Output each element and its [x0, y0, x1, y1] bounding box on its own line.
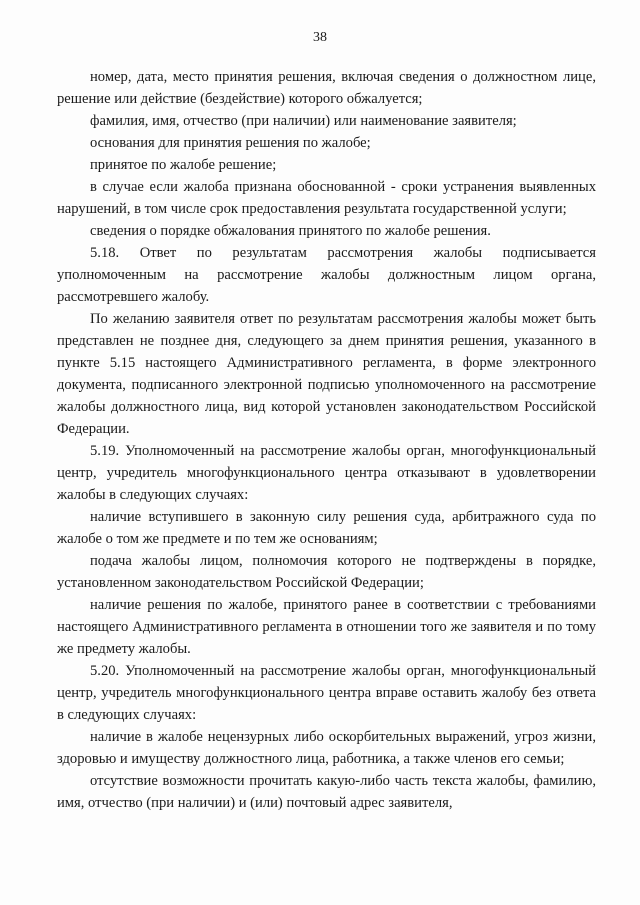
- paragraph: наличие в жалобе нецензурных либо оскорбительных выражений, угроз жизни, здоровью и имуществу должностного лица, работника, а также членов его семьи;: [57, 729, 596, 767]
- page-number: 38: [313, 30, 327, 45]
- paragraph: 5.19. Уполномоченный на рассмотрение жалобы орган, многофункциональный центр, учредитель многофункционального центра отказывают в удовлетворении жалобы в следующих случаях:: [57, 443, 596, 503]
- paragraph: принятое по жалобе решение;: [90, 157, 277, 173]
- paragraph: в случае если жалоба признана обоснованной - сроки устранения выявленных нарушений, в том числе срок предоставления результата государственной услуги;: [57, 179, 596, 217]
- document-body: [57, 66, 596, 814]
- paragraph: 5.20. Уполномоченный на рассмотрение жалобы орган, многофункциональный центр, учредитель многофункционального центра вправе оставить жалобу без ответа в следующих случаях:: [57, 663, 596, 723]
- paragraph: фамилия, имя, отчество (при наличии) или наименование заявителя;: [90, 113, 517, 129]
- paragraph: подача жалобы лицом, полномочия которого не подтверждены в порядке, установленном законодательством Российской Федерации;: [57, 553, 596, 591]
- paragraph: наличие вступившего в законную силу решения суда, арбитражного суда по жалобе о том же предмете и по тем же основаниям;: [57, 509, 596, 547]
- paragraph: номер, дата, место принятия решения, включая сведения о должностном лице, решение или действие (бездействие) которого обжалуется;: [57, 69, 596, 107]
- paragraph: 5.18. Ответ по результатам рассмотрения жалобы подписывается уполномоченным на рассмотрение жалобы должностным лицом органа, рассмотревшего жалобу.: [57, 245, 596, 305]
- paragraph: отсутствие возможности прочитать какую-либо часть текста жалобы, фамилию, имя, отчество (при наличии) и (или) почтовый адрес заявителя,: [57, 773, 596, 811]
- paragraph: сведения о порядке обжалования принятого по жалобе решения.: [90, 223, 491, 239]
- paragraph: По желанию заявителя ответ по результатам рассмотрения жалобы может быть представлен не позднее дня, следующего за днем принятия решения, указанного в пункте 5.15 настоящего Административного регламента, в форме электронного документа, подписанного электронной подписью уполномоченного на рассмотрение жалобы должностного лица, вид которой установлен законодательством Российской Федерации.: [57, 311, 596, 437]
- paragraph: основания для принятия решения по жалобе;: [90, 135, 371, 151]
- paragraph: наличие решения по жалобе, принятого ранее в соответствии с требованиями настоящего Административного регламента в отношении того же заявителя и по тому же предмету жалобы.: [57, 597, 596, 657]
